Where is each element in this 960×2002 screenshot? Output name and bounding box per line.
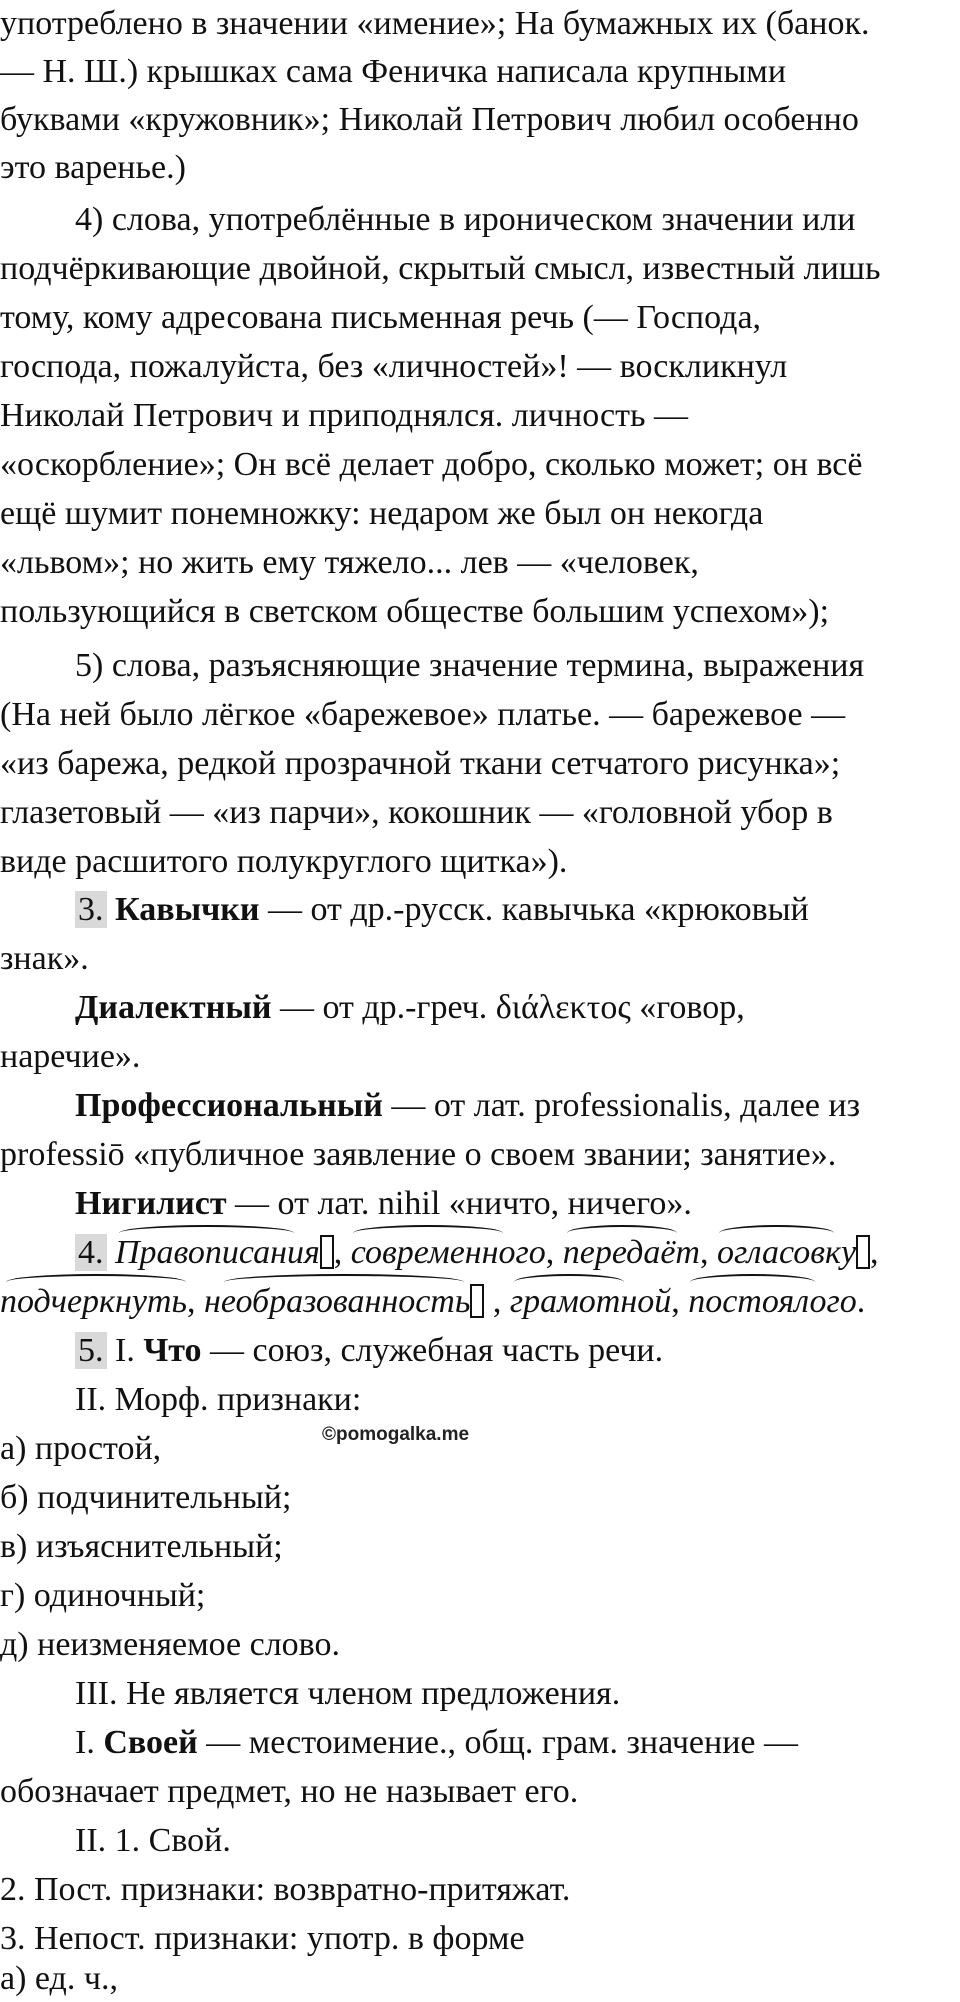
text-line: — Н. Ш.) крышках сама Феничка написала крупными xyxy=(0,53,787,90)
morph-word-7 xyxy=(510,1278,671,1325)
text-line: «львом»; но жить ему тяжело... лев — «человек, xyxy=(0,544,699,581)
ending-box-mark xyxy=(856,1235,870,1269)
task-number-4: 4. xyxy=(75,1234,107,1271)
list-item-4: 4) слова, употреблённые в ироническом значении или xyxy=(75,201,856,238)
text-line: это варенье.) xyxy=(0,149,186,186)
text-line: 2. Пост. признаки: возвратно-притяжат. xyxy=(0,1871,571,1908)
text-line: б) подчинительный; xyxy=(0,1479,292,1516)
text-line: II. Морф. признаки: xyxy=(75,1381,362,1418)
root-arc-mark xyxy=(353,1225,503,1241)
text-line: «из барежа, редкой прозрачной ткани сетчатого рисунка»; xyxy=(0,745,841,782)
task-number-3: 3. xyxy=(75,891,107,928)
text-line: глазетовый — «из парчи», кокошник — «головной убор в xyxy=(0,794,833,831)
morph-word-text: огласовку xyxy=(716,1234,857,1271)
text-line: д) неизменяемое слово. xyxy=(0,1626,340,1663)
text-line: буквами «кружовник»; Николай Петрович любил особенно xyxy=(0,101,859,138)
text-line: наречие». xyxy=(0,1038,141,1075)
parse-text: — союз, служебная часть речи. xyxy=(201,1332,664,1369)
text-line: (На ней было лёгкое «барежевое» платье. — барежевое — xyxy=(0,696,846,733)
term-svoey: Своей xyxy=(103,1724,198,1761)
term-professionalny: Профессиональный xyxy=(75,1087,383,1124)
morph-word-6 xyxy=(204,1278,484,1325)
morph-word-text: постоялого xyxy=(688,1283,857,1320)
text-line: пользующийся в светском обществе большим успехом»); xyxy=(0,593,830,630)
roman-numeral: I. xyxy=(106,1332,144,1369)
root-arc-mark xyxy=(567,1225,677,1241)
watermark: ©pomogalka.me xyxy=(322,1424,470,1445)
etymology-text: — от др.-греч. διάλεκτος «говор, xyxy=(271,989,745,1026)
text-line: а) простой, xyxy=(0,1430,162,1467)
term-dialektny: Диалектный xyxy=(75,989,272,1026)
morph-word-text: грамотной xyxy=(509,1283,672,1320)
text-line: а) ед. ч., xyxy=(0,1960,118,1997)
root-arc-mark xyxy=(224,1274,464,1290)
morph-word-2 xyxy=(351,1229,546,1276)
text-line: в) изъяснительный; xyxy=(0,1528,283,1565)
text-line: подчёркивающие двойной, скрытый смысл, известный лишь xyxy=(0,250,881,287)
morph-word-text: передаёт xyxy=(562,1234,700,1271)
ending-box-mark xyxy=(320,1235,334,1269)
text-line: 3. Непост. признаки: употр. в форме xyxy=(0,1920,525,1957)
list-item-5: 5) слова, разъясняющие значение термина, выражения xyxy=(75,647,865,684)
text-line: ещё шумит понемножку: недаром же был он некогда xyxy=(0,495,764,532)
term-line xyxy=(0,1082,960,1129)
text-line: обозначает предмет, но не называет его. xyxy=(0,1773,579,1810)
task-4-line-2: подчеркнуть , необразованность , грамотной , постоялого . xyxy=(0,1278,960,1325)
text-line: professiō «публичное заявление о своем звании; занятие». xyxy=(0,1136,837,1173)
etymology-text: — от лат. professionalis, далее из xyxy=(382,1087,861,1124)
task-5-line xyxy=(0,1327,960,1374)
text-line: «оскорбление»; Он всё делает добро, сколько может; он всё xyxy=(0,446,863,483)
term-nigilist: Нигилист xyxy=(75,1185,227,1222)
term-chto: Что xyxy=(143,1332,202,1369)
root-arc-mark xyxy=(690,1274,815,1290)
text-line: тому, кому адресована письменная речь (— Господа, xyxy=(0,299,762,336)
task-4-line: 4. Правописания , современного , передаёт , огласовку , xyxy=(0,1229,960,1276)
text-line: господа, пожалуйста, без «личностей»! — воскликнул xyxy=(0,348,788,385)
text-line: III. Не является членом предложения. xyxy=(75,1675,621,1712)
text-line: знак». xyxy=(0,940,89,977)
root-arc-mark xyxy=(119,1225,294,1241)
root-arc-mark xyxy=(719,1225,834,1241)
text-line: употреблено в значении «имение»; На бумажных их (банок. xyxy=(0,5,870,42)
task-3-line xyxy=(0,886,960,933)
ending-box-mark xyxy=(470,1284,484,1318)
morph-word-8 xyxy=(688,1278,857,1325)
term-line xyxy=(0,1180,960,1227)
morph-word-text: необразованность xyxy=(203,1283,471,1320)
text-line: г) одиночный; xyxy=(0,1577,206,1614)
morph-word-text: современного xyxy=(350,1234,546,1271)
roman-numeral: I. xyxy=(75,1724,104,1761)
text-line: Николай Петрович и приподнялся. личность — xyxy=(0,397,689,434)
term-line xyxy=(0,984,960,1031)
root-arc-mark xyxy=(514,1274,624,1290)
term-kavychki: Кавычки xyxy=(115,891,260,928)
etymology-text: — от др.-русск. кавычька «крюковый xyxy=(259,891,809,928)
text-line: II. 1. Свой. xyxy=(75,1822,231,1859)
text-line: виде расшитого полукруглого щитка»). xyxy=(0,843,568,880)
etymology-text: — от лат. nihil «ничто, ничего». xyxy=(226,1185,692,1222)
task-number-5: 5. xyxy=(75,1332,107,1369)
parse-svoey-line xyxy=(0,1719,960,1766)
morph-word-text: подчеркнуть xyxy=(0,1283,187,1320)
morph-word-5 xyxy=(0,1278,187,1325)
morph-word-text: Правописания xyxy=(115,1234,320,1271)
morph-word-4 xyxy=(717,1229,870,1276)
root-arc-mark xyxy=(6,1274,186,1290)
parse-text: — местоимение., общ. грам. значение — xyxy=(197,1724,798,1761)
morph-word-1 xyxy=(115,1229,334,1276)
morph-word-3 xyxy=(563,1229,700,1276)
